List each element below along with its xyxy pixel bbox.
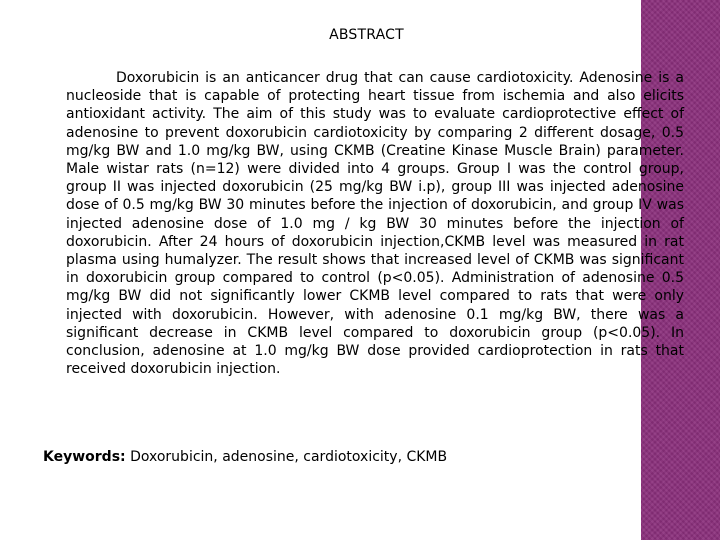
abstract-paragraph: Doxorubicin is an anticancer drug that can cause cardiotoxicity. Adenosine is a nucleoside that is capable of protecting heart tissue from ischemia and also elicits antioxidant activity. The aim of this study was to evaluate cardioprotective effect of adenosine to prevent doxorubicin cardiotoxicity by comparing 2 different dosage, 0.5 mg/kg BW and 1.0 mg/kg BW, using CKMB (Creatine Kinase Muscle Brain) parameter. Male wistar rats (n=12) were divided into 4 groups. Group I was the control group, group II was injected doxorubicin (25 mg/kg BW i.p), group III was injected adenosine dose of 0.5 mg/kg BW 30 minutes before the injection of doxorubicin, and group IV was injected adenosine dose of 1.0 mg / kg BW 30 minutes before the injection of doxorubicin. After 24 hours of doxorubicin injection,CKMB level was measured in rat plasma using humalyzer. The result shows that increased level of CKMB was significant in doxorubicin group compared to control (p<0.05). Administration of adenosine 0.5 mg/kg BW did not significantly lower CKMB level compared to rats that were only injected with doxorubicin. However, with adenosine 0.1 mg/kg BW, there was a significant decrease in CKMB level compared to doxorubicin group (p<0.05). In conclusion, adenosine at 1.0 mg/kg BW dose provided cardioprotection in rats that received doxorubicin injection.: [66, 70, 684, 378]
keywords-line: [43, 449, 633, 465]
keywords-label: Keywords:: [43, 449, 126, 465]
abstract-heading: ABSTRACT: [329, 27, 404, 43]
keywords-text: Doxorubicin, adenosine, cardiotoxicity, CKMB: [125, 449, 448, 465]
